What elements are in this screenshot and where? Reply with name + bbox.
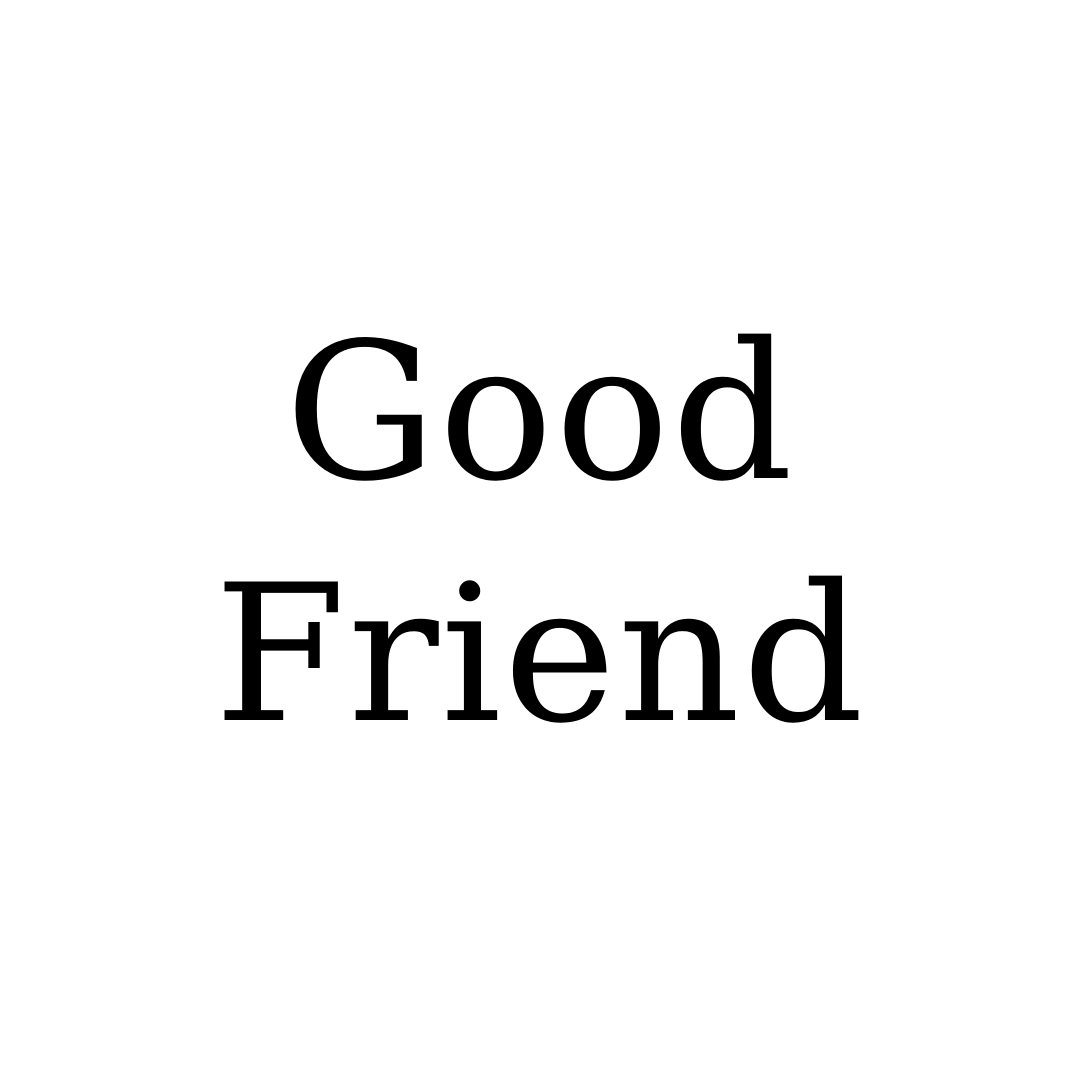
headline-line-2: Friend: [214, 544, 866, 765]
headline-line-1: Good: [284, 302, 796, 523]
